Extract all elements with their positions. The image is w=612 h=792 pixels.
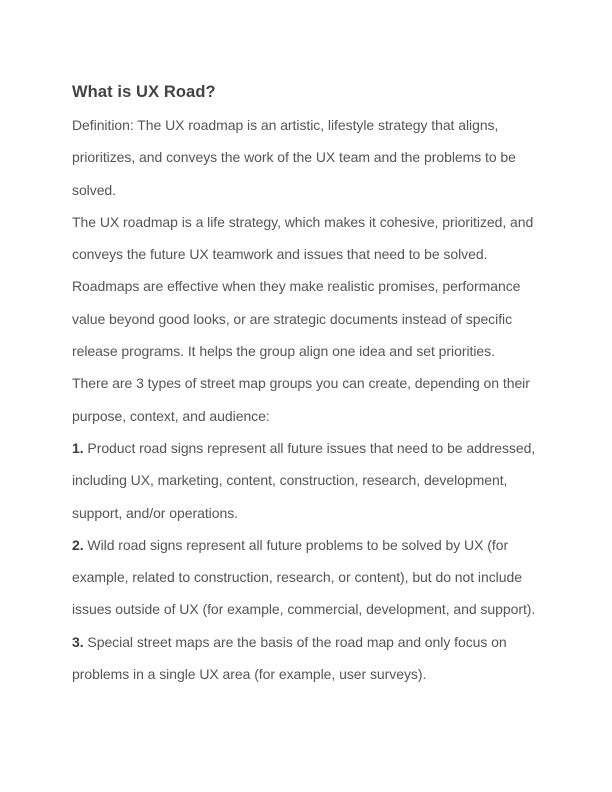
roadmaps-effective-paragraph: Roadmaps are effective when they make realistic promises, performance value beyond good looks, or are strategic documents instead of specific release programs. It helps the group align one idea and set priorities. bbox=[72, 278, 521, 360]
document-page bbox=[72, 81, 552, 690]
list-item-special bbox=[72, 626, 552, 691]
list-item-text: Wild road signs represent all future problems to be solved by UX (for example, related to construction, research, or content), but do not include issues outside of UX (for example, commercial, development, and support). bbox=[72, 536, 536, 618]
list-number: 3. bbox=[72, 633, 84, 650]
definition-paragraph: Definition: The UX roadmap is an artistic, lifestyle strategy that aligns, prioritizes, and conveys the work of the UX team and the problems to be solved. bbox=[72, 117, 516, 198]
types-intro-paragraph: There are 3 types of street map groups you can create, depending on their purpose, context, and audience: bbox=[72, 375, 530, 424]
list-number: 2. bbox=[72, 536, 84, 553]
list-item-wild bbox=[72, 529, 552, 626]
document-title: What is UX Road? bbox=[72, 83, 216, 101]
list-item-text: Product road signs represent all future issues that need to be addressed, including UX, marketing, content, construction, research, development, support, and/or operations. bbox=[72, 439, 536, 521]
list-item-product bbox=[72, 432, 552, 529]
list-number: 1. bbox=[72, 439, 84, 456]
strategy-paragraph: The UX roadmap is a life strategy, which makes it cohesive, prioritized, and conveys the future UX teamwork and issues that need to be solved. bbox=[72, 213, 534, 263]
list-item-text: Special street maps are the basis of the road map and only focus on problems in a single UX area (for example, user surveys). bbox=[72, 633, 507, 683]
